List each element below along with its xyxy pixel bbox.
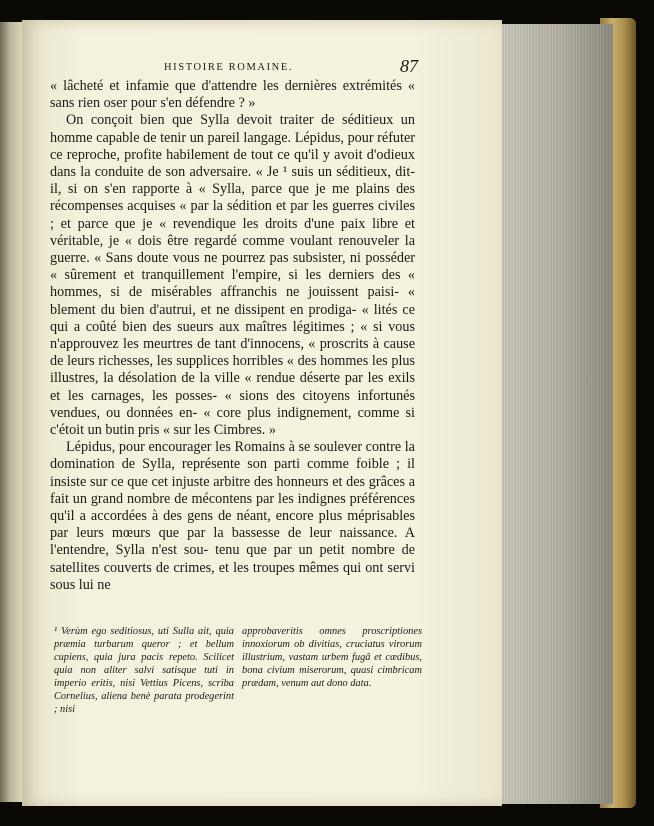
paragraph: Lépidus, pour encourager les Romains à se soulever contre la domination de Sylla, représente son parti comme foible ; il insiste sur ce que cet injuste arbitre des honneurs et des grâces a fait un grand nombre de mécontens par les indignes préférences qu'il a accordées à des gens de néant, encore plus méprisables par leurs mœurs que par la bassesse de leur naissance. A l'entendre, Sylla n'est sou- tenu que par un petit nombre de satellites couverts de crimes, et les troupes mêmes qui ont servi sous lui ne xyxy=(50,439,415,593)
running-head: HISTOIRE ROMAINE. xyxy=(164,62,294,73)
paragraph: « lâcheté et infamie que d'attendre les dernières extrémités « sans rien oser pour s'en défendre ? » xyxy=(50,78,415,112)
page-number: 87 xyxy=(400,56,418,76)
footnote-right-column: approbaveritis omnes proscriptiones innoxiorum ob divitias, cruciatus virorum illustrium, vastam urbem fugâ et cædibus, bona civium miserorum, quasi cimbricam prædam, venum aut dono data. xyxy=(242,626,422,689)
footnote-left-column: ¹ Verùm ego seditiosus, uti Sulla ait, quia præmia turbarum queror ; et bellum cupiens, quia jura pacis repeto. Scilicet quia non aliter salvi satisque tuti in imperio eritis, nisi Vettius Picens, scriba Cornelius, aliena benè parata prodegerint ; nisi xyxy=(54,626,234,715)
page-block-edge xyxy=(500,24,613,804)
main-text xyxy=(50,78,415,594)
paragraph: On conçoit bien que Sylla devoit traiter de séditieux un homme capable de tenir un pareil langage. Lépidus, pour réfuter ce reproche, profite habilement de tout ce qu'il y avoit d'odieux dans la conduite de son adversaire. « Je ¹ suis un séditieux, dit-il, si on s'en rapporte à « Sylla, parce que je me plains des récompenses acquises « par la sédition et par les guerres civiles ; et parce que je « revendique les droits d'une paix libre et véritable, je « dois être regardé comme voulant renouveler la guerre. « Sans doute vous ne pourrez pas subsister, ni posséder « sûrement et tranquillement l'empire, si les derniers des « hommes, si de misérables affranchis ne jouissent paisi- « blement du bien d'autrui, et ne dissipent en prodiga- « lités ce qui a coûté bien des sueurs aux maîtres légitimes ; « si vous n'approuvez les meurtres de tant d'innocens, « proscrits à cause de leurs richesses, les supplices horribles « des hommes les plus illustres, la désolation de la ville « rendue déserte par les exils et les carnages, les posses- « sions des citoyens infortunés vendues, ou données en- « core plus indignement, comme si c'étoit un butin pris « sur les Cimbres. » xyxy=(50,112,415,439)
